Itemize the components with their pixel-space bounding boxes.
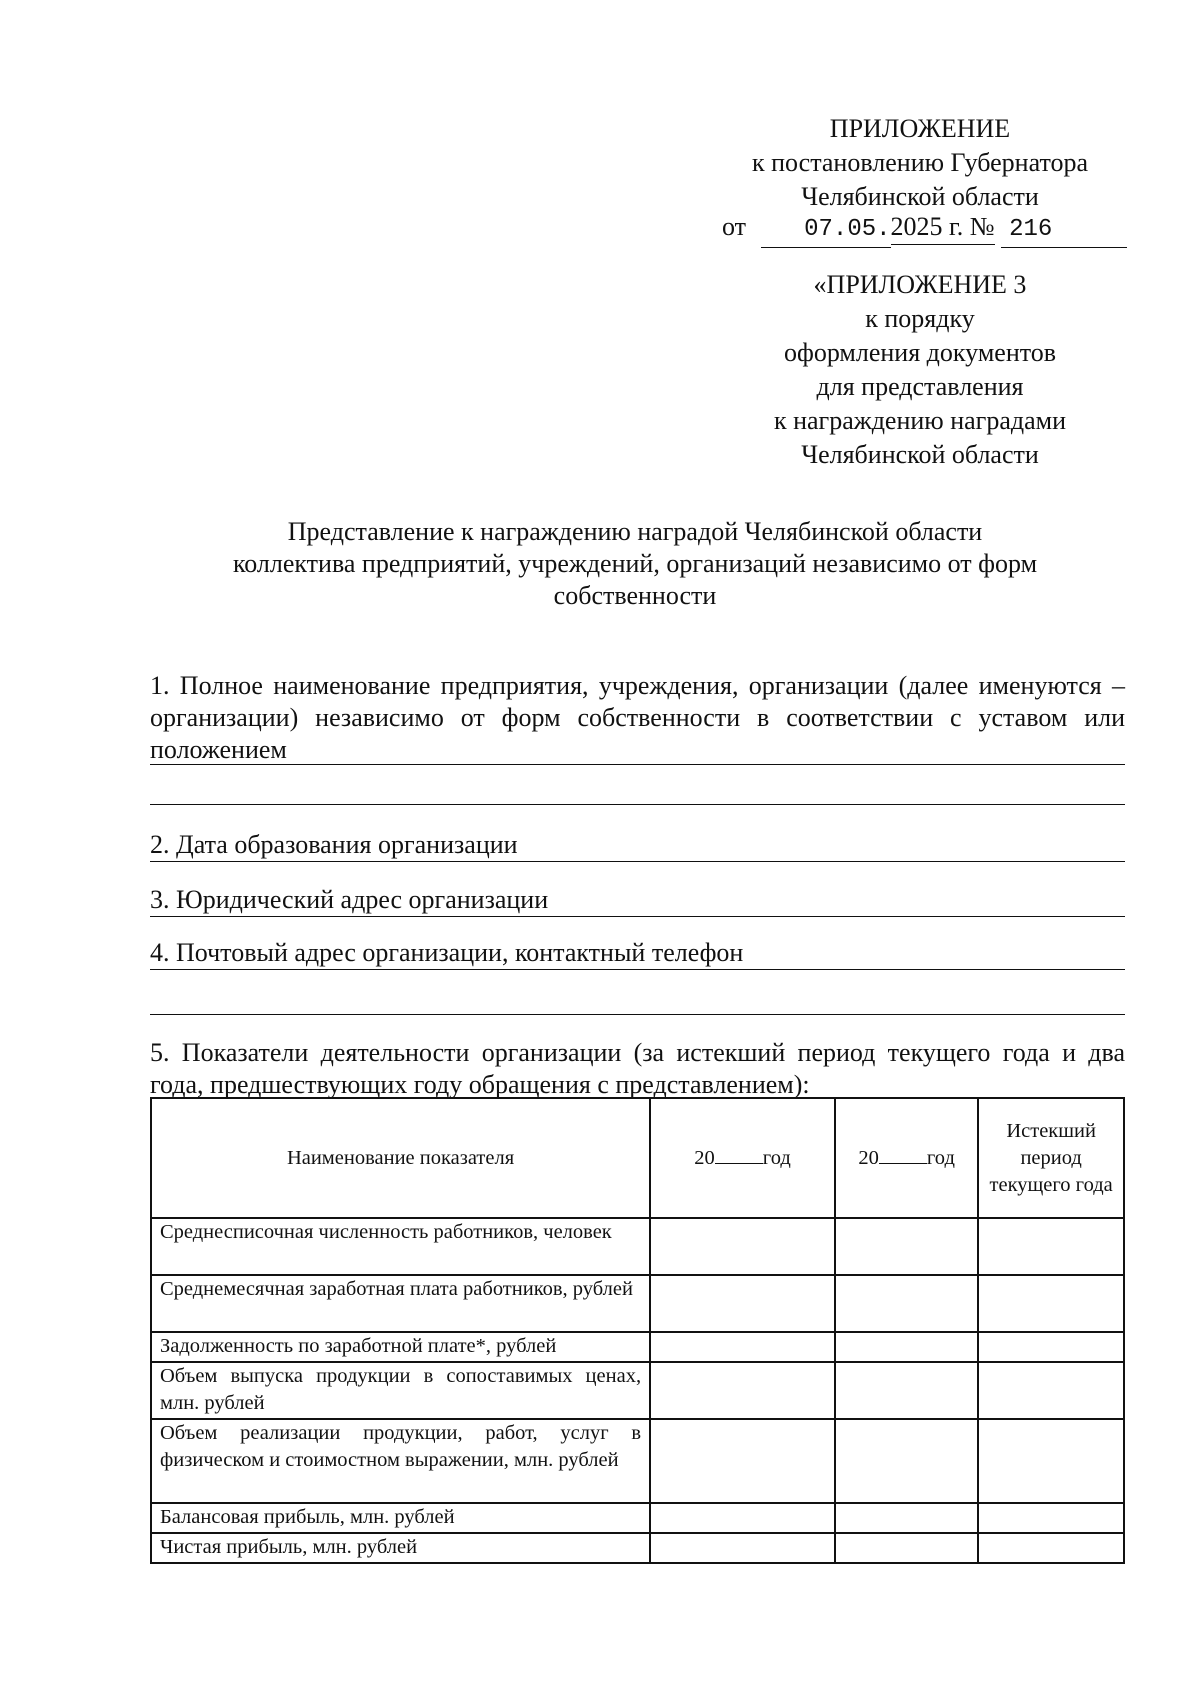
appendix3-line: к порядку (865, 304, 975, 333)
header-indicator-name: Наименование показателя (151, 1098, 650, 1218)
decree-number-field: 216 (1001, 213, 1127, 248)
header-block (700, 112, 1140, 214)
indicator-cell: Балансовая прибыль, млн. рублей (151, 1503, 650, 1533)
value-cell[interactable] (978, 1275, 1124, 1332)
value-cell[interactable] (835, 1533, 978, 1563)
item-full-name: 1. Полное наименование предприятия, учреждения, организации (далее именуются – организации) независимо от форм собственности в соответствии с уставом или положением (150, 671, 1125, 764)
header-year-2: 20 год (835, 1098, 978, 1218)
decree-date-row (722, 210, 1127, 248)
appendix3-line: Челябинской области (801, 440, 1039, 469)
value-cell[interactable] (978, 1503, 1124, 1533)
item-legal-address: 3. Юридический адрес организации (150, 884, 1125, 917)
indicator-cell: Среднемесячная заработная плата работников, рублей (151, 1275, 650, 1332)
value-cell[interactable] (650, 1503, 835, 1533)
value-cell[interactable] (835, 1362, 978, 1419)
value-cell[interactable] (978, 1218, 1124, 1275)
value-cell[interactable] (835, 1218, 978, 1275)
table-row (151, 1419, 1124, 1503)
title-line: собственности (553, 581, 717, 610)
title-line: коллектива предприятий, учреждений, организаций независимо от форм (232, 549, 1038, 578)
value-cell[interactable] (650, 1362, 835, 1419)
table-row (151, 1503, 1124, 1533)
value-cell[interactable] (978, 1332, 1124, 1362)
appendix-label: ПРИЛОЖЕНИЕ (829, 114, 1011, 143)
table-row (151, 1218, 1124, 1275)
decree-date-field: 07.05. (761, 213, 891, 248)
value-cell[interactable] (835, 1503, 978, 1533)
fill-line (150, 1014, 1125, 1015)
value-cell[interactable] (650, 1218, 835, 1275)
date-prefix: от (722, 212, 747, 241)
title-line: Представление к награждению наградой Челябинской области (287, 517, 983, 546)
appendix3-block (700, 268, 1140, 472)
value-cell[interactable] (650, 1533, 835, 1563)
table-row (151, 1362, 1124, 1419)
appendix3-line: оформления документов (783, 338, 1057, 367)
value-cell[interactable] (978, 1419, 1124, 1503)
indicator-cell: Задолженность по заработной плате*, рублей (151, 1332, 650, 1362)
table-row (151, 1533, 1124, 1563)
header-current-period: Истекший период текущего года (978, 1098, 1124, 1218)
decree-reference: к постановлению Губернатора (751, 148, 1089, 177)
appendix3-line: для представления (816, 372, 1024, 401)
indicator-cell: Объем реализации продукции, работ, услуг в физическом и стоимостном выражении, млн. рублей (151, 1419, 650, 1503)
indicator-cell: Чистая прибыль, млн. рублей (151, 1533, 650, 1563)
document-title (150, 516, 1120, 612)
fill-line (150, 764, 1125, 765)
indicator-cell: Среднесписочная численность работников, человек (151, 1218, 650, 1275)
value-cell[interactable] (650, 1275, 835, 1332)
value-cell[interactable] (978, 1362, 1124, 1419)
decree-year: 2025 г. № (891, 210, 995, 245)
value-cell[interactable] (650, 1419, 835, 1503)
header-year-1: 20 год (650, 1098, 835, 1218)
value-cell[interactable] (978, 1533, 1124, 1563)
value-cell[interactable] (835, 1275, 978, 1332)
value-cell[interactable] (835, 1419, 978, 1503)
indicator-cell: Объем выпуска продукции в сопоставимых ценах, млн. рублей (151, 1362, 650, 1419)
table-row (151, 1332, 1124, 1362)
item-indicators: 5. Показатели деятельности организации (за истекший период текущего года и два года, предшествующих году обращения с представлением): (150, 1038, 1125, 1099)
indicators-table (150, 1097, 1125, 1564)
item-postal-address: 4. Почтовый адрес организации, контактный телефон (150, 937, 1125, 970)
value-cell[interactable] (650, 1332, 835, 1362)
value-cell[interactable] (835, 1332, 978, 1362)
appendix3-title: «ПРИЛОЖЕНИЕ 3 (813, 270, 1027, 299)
appendix3-line: к награждению наградами (773, 406, 1067, 435)
region-name: Челябинской области (801, 182, 1039, 211)
table-row (151, 1275, 1124, 1332)
item-founding-date: 2. Дата образования организации (150, 829, 1125, 862)
fill-line (150, 804, 1125, 805)
table-header-row (151, 1098, 1124, 1218)
